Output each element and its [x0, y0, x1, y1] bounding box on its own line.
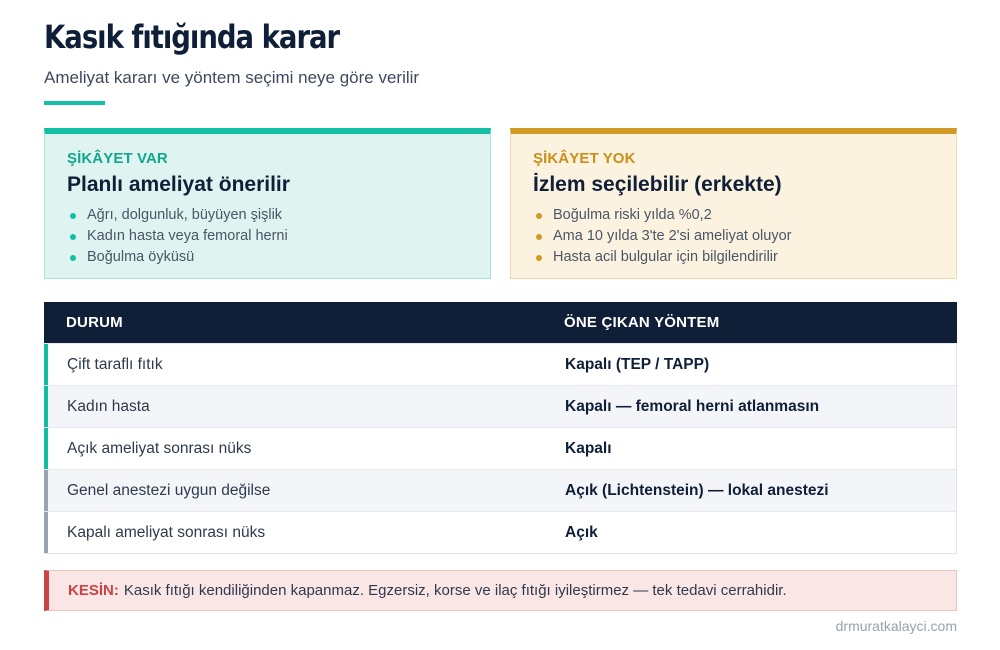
list-item-text: Boğulma öyküsü: [87, 249, 195, 265]
source-credit: drmuratkalayci.com: [835, 618, 957, 634]
table-row: [45, 427, 956, 469]
complaint-card-kicker: ŞİKÂYET VAR: [67, 150, 168, 167]
bullet-dot-icon: [70, 213, 76, 219]
complaint-card: [44, 128, 491, 279]
no-complaint-card-list: [533, 205, 934, 268]
page-subtitle: Ameliyat kararı ve yöntem seçimi neye göre verilir: [44, 68, 420, 87]
row-method: Açık: [565, 523, 598, 541]
list-item: [67, 247, 468, 268]
warning-note: [44, 570, 957, 611]
row-condition: Kapalı ameliyat sonrası nüks: [67, 523, 266, 541]
no-complaint-card: [510, 128, 957, 279]
list-item-text: Ama 10 yılda 3'te 2'si ameliyat oluyor: [553, 228, 792, 244]
row-condition: Çift taraflı fıtık: [67, 355, 163, 373]
bullet-dot-icon: [536, 255, 542, 261]
complaint-card-list: [67, 205, 468, 268]
list-item: [67, 205, 468, 226]
row-method: Açık (Lichtenstein) — lokal anestezi: [565, 481, 829, 499]
list-item: [533, 226, 934, 247]
table-row: [45, 511, 956, 553]
no-complaint-card-heading: İzlem seçilebilir (erkekte): [533, 173, 782, 196]
row-method: Kapalı — femoral herni atlanmasın: [565, 397, 820, 415]
list-item: [533, 247, 934, 268]
list-item-text: Hasta acil bulgular için bilgilendirilir: [553, 249, 778, 265]
warning-note-text: Kasık fıtığı kendiliğinden kapanmaz. Egzersiz, korse ve ilaç fıtığı iyileştirmez — tek tedavi cerrahidir.: [123, 582, 787, 599]
row-condition: Açık ameliyat sonrası nüks: [67, 439, 252, 457]
row-condition: Genel anestezi uygun değilse: [67, 481, 271, 499]
table-row: [45, 385, 956, 427]
column-header-condition: DURUM: [66, 314, 123, 331]
bullet-dot-icon: [70, 255, 76, 261]
row-accent-bar: [44, 386, 48, 427]
row-accent-bar: [44, 470, 48, 511]
list-item: [67, 226, 468, 247]
row-accent-bar: [44, 344, 48, 385]
title-underline: [44, 101, 105, 105]
table-row: [45, 343, 956, 385]
table-row: [45, 469, 956, 511]
page-title: Kasık fıtığında karar: [44, 18, 340, 56]
row-accent-bar: [44, 512, 48, 553]
row-accent-bar: [44, 428, 48, 469]
bullet-dot-icon: [536, 234, 542, 240]
bullet-dot-icon: [70, 234, 76, 240]
bullet-dot-icon: [536, 213, 542, 219]
no-complaint-card-kicker: ŞİKÂYET YOK: [533, 150, 636, 167]
column-header-method: ÖNE ÇIKAN YÖNTEM: [564, 314, 720, 331]
list-item-text: Kadın hasta veya femoral herni: [87, 228, 288, 244]
complaint-card-heading: Planlı ameliyat önerilir: [67, 173, 290, 196]
warning-note-label: KESİN:: [68, 582, 119, 599]
list-item-text: Boğulma riski yılda %0,2: [553, 207, 712, 223]
row-method: Kapalı (TEP / TAPP): [565, 355, 710, 373]
table-header: [44, 302, 957, 343]
row-method: Kapalı: [565, 439, 612, 457]
row-condition: Kadın hasta: [67, 397, 150, 415]
list-item: [533, 205, 934, 226]
method-table: [44, 302, 957, 554]
list-item-text: Ağrı, dolgunluk, büyüyen şişlik: [87, 207, 283, 223]
